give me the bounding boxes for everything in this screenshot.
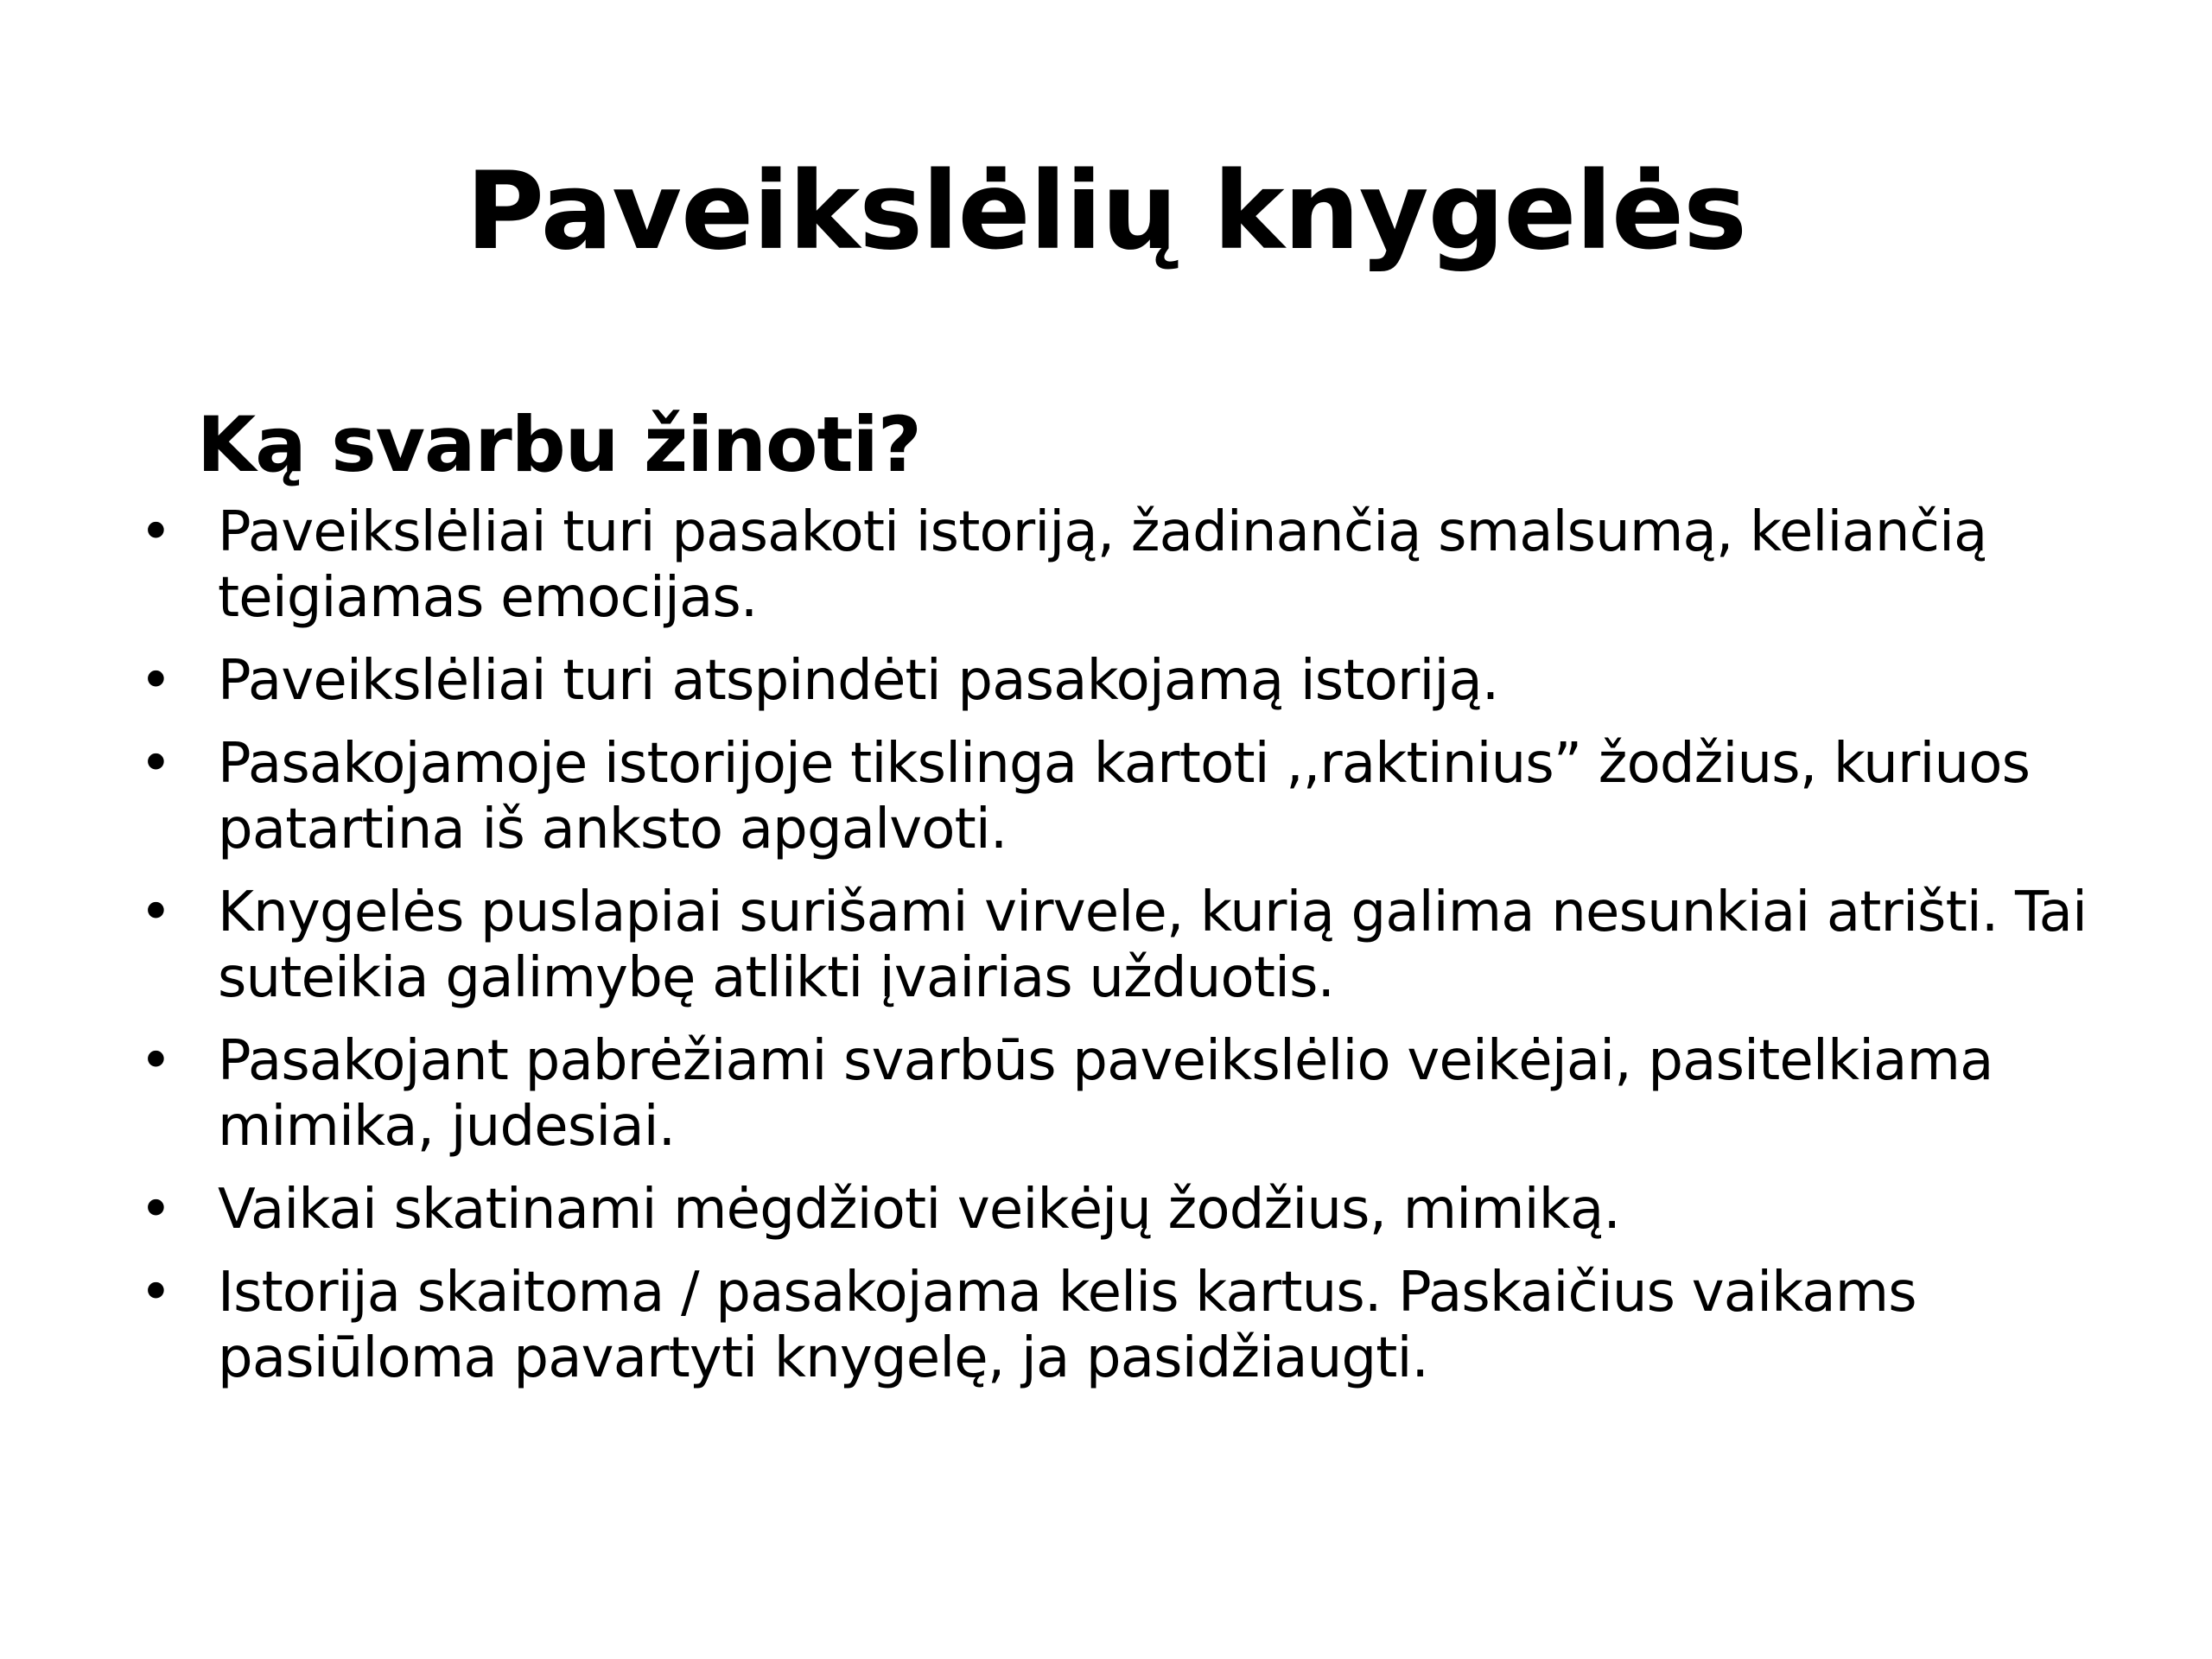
slide-title: Paveikslėlių knygelės [466, 149, 1746, 274]
bullet-dot-icon: • [139, 1029, 172, 1093]
bullet-dot-icon: • [139, 500, 172, 564]
bullet-item [121, 648, 2108, 714]
bullet-dot-icon: • [139, 1178, 172, 1242]
bullet-text: Pasakojamoje istorijoje tikslinga kartoti ,,raktinius” žodžius, kuriuos patartina iš anksto apgalvoti. [218, 732, 2031, 861]
bullet-item [121, 880, 2108, 1011]
bullet-item [121, 731, 2108, 862]
bullet-dot-icon: • [139, 880, 172, 944]
bullet-dot-icon: • [139, 649, 172, 713]
bullet-dot-icon: • [139, 732, 172, 796]
bullet-text: Paveikslėliai turi atspindėti pasakojamą istoriją. [218, 649, 1499, 713]
bullet-list [121, 499, 2108, 1408]
bullet-dot-icon: • [139, 1261, 172, 1325]
slide-subheading: Ką svarbu žinoti? [197, 400, 921, 489]
bullet-text: Vaikai skatinami mėgdžioti veikėjų žodžius, mimiką. [218, 1178, 1621, 1242]
bullet-item [121, 1177, 2108, 1243]
bullet-item [121, 1028, 2108, 1160]
bullet-text: Istorija skaitoma / pasakojama kelis kartus. Paskaičius vaikams pasiūloma pavartyti knygelę, ja pasidžiaugti. [218, 1261, 1916, 1390]
bullet-text: Pasakojant pabrėžiami svarbūs paveikslėlio veikėjai, pasitelkiama mimika, judesiai. [218, 1029, 1993, 1159]
bullet-text: Paveikslėliai turi pasakoti istoriją, žadinančią smalsumą, keliančią teigiamas emocijas. [218, 500, 1987, 630]
bullet-item [121, 1260, 2108, 1391]
bullet-text: Knygelės puslapiai surišami virvele, kurią galima nesunkiai atrišti. Tai suteikia galimybę atlikti įvairias užduotis. [218, 880, 2088, 1010]
bullet-item [121, 499, 2108, 631]
